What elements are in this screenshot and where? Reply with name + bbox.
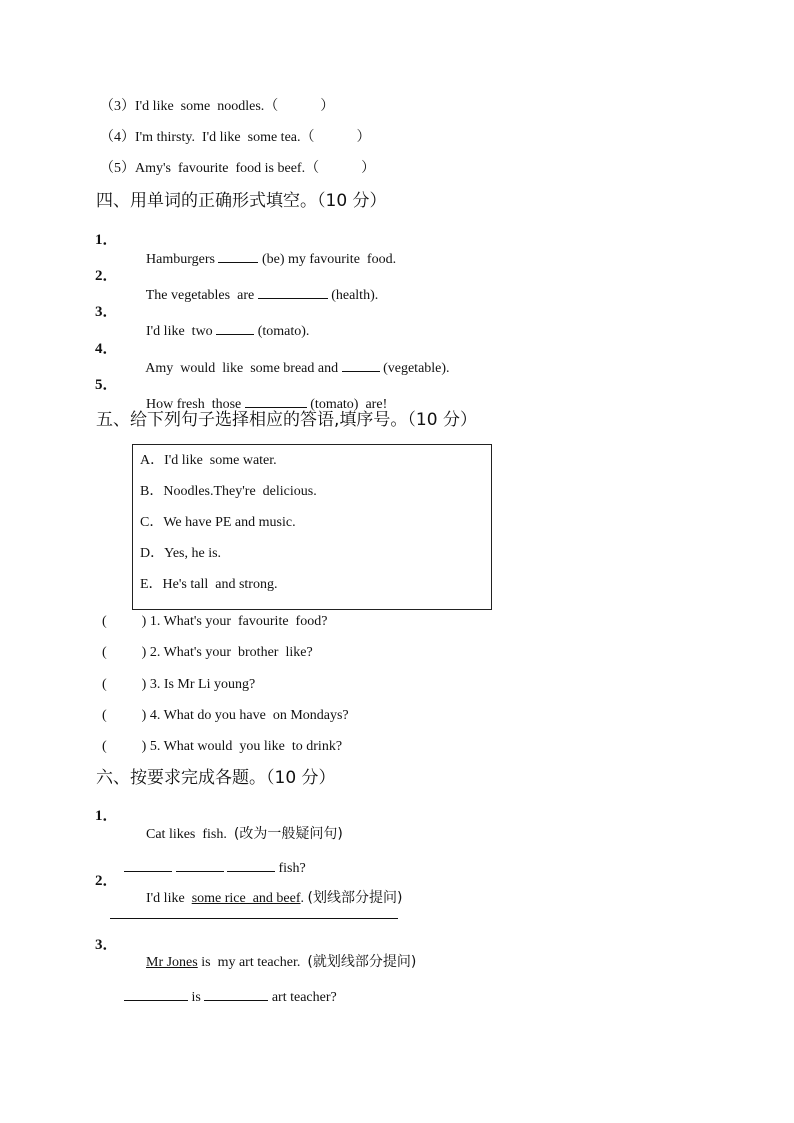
s4-item-1-blank[interactable] — [218, 249, 258, 263]
s4-item-4-before: Amy would like some bread and — [145, 361, 342, 376]
s4-item-3-before: I'd like two — [146, 324, 217, 339]
s4-item-1-before: Hamburgers — [146, 252, 219, 267]
s4-item-4-number: 4． — [95, 341, 118, 357]
s3-question-4: （4）I'm thirsty. I'd like some tea.（ ） — [100, 130, 371, 145]
s6-q1-answer-tail: fish? — [275, 861, 306, 876]
s4-item-2-blank[interactable] — [258, 285, 328, 299]
section-6-heading: 六、按要求完成各题。（10 分） — [96, 768, 336, 788]
s6-q1-blank-2[interactable] — [176, 858, 224, 872]
s6-q1-instruction: (改为一般疑问句) — [233, 826, 343, 842]
s6-q3-answer-mid: is — [188, 990, 205, 1005]
s4-item-2-after: (health). — [327, 288, 379, 303]
s6-q1-blank-3[interactable] — [227, 858, 275, 872]
s4-item-5-after: (tomato) are! — [306, 397, 388, 412]
s6-q2-instruction: (划线部分提问) — [307, 890, 403, 906]
s6-q3-underlined: Mr Jones — [146, 955, 198, 970]
s6-q1-text: Cat likes fish. — [146, 827, 234, 842]
s6-q3-number: 3． — [95, 937, 118, 953]
s3-question-3: （3）I'd like some noodles.（ ） — [100, 99, 335, 114]
s4-item-4-blank[interactable] — [342, 358, 380, 372]
s3-question-5: （5）Amy's favourite food is beef.（ ） — [100, 161, 376, 176]
option-b: B．Noodles.They're delicious. — [140, 484, 317, 499]
s4-item-3-number: 3． — [95, 304, 118, 320]
s5-question-4: ( ) 4. What do you have on Mondays? — [102, 708, 349, 723]
s4-item-3-after: (tomato). — [254, 324, 310, 339]
s6-q3-suffix: is my art teacher. — [197, 955, 308, 970]
option-a: A．I'd like some water. — [140, 453, 277, 468]
option-c: C．We have PE and music. — [140, 515, 296, 530]
s6-q2-answer-blank[interactable] — [110, 918, 398, 919]
s6-q1-number: 1． — [95, 808, 118, 824]
section-5-heading: 五、给下列句子选择相应的答语,填序号。（10 分） — [96, 410, 477, 430]
s4-item-2-before: The vegetables are — [145, 288, 258, 303]
s6-q2-number: 2． — [95, 873, 118, 889]
s4-item-1-number: 1． — [95, 232, 118, 248]
s6-q2-underlined: some rice and beef — [191, 891, 301, 906]
s6-q2-prefix: I'd like — [146, 891, 192, 906]
s4-item-5-before: How fresh those — [146, 397, 245, 412]
option-d: D．Yes, he is. — [140, 546, 222, 561]
s6-q1-blank-1[interactable] — [124, 858, 172, 872]
s5-question-5: ( ) 5. What would you like to drink? — [102, 739, 343, 754]
s4-item-4-after: (vegetable). — [379, 361, 450, 376]
s4-item-5-number: 5． — [95, 377, 118, 393]
s4-item-2-number: 2． — [95, 268, 118, 284]
s5-question-1: ( ) 1. What's your favourite food? — [102, 614, 328, 629]
s6-q3-answer-line — [110, 969, 337, 1025]
s4-item-5-blank[interactable] — [245, 394, 307, 408]
section-4-heading: 四、用单词的正确形式填空。（10 分） — [96, 191, 387, 211]
s4-item-1-after: (be) my favourite food. — [258, 252, 397, 267]
s6-q3-blank-2[interactable] — [204, 987, 268, 1001]
s5-question-3: ( ) 3. Is Mr Li young? — [102, 677, 256, 692]
s6-q3-answer-tail: art teacher? — [268, 990, 337, 1005]
s6-q3-blank-1[interactable] — [124, 987, 188, 1001]
s4-item-3-blank[interactable] — [216, 321, 254, 335]
option-e: E．He's tall and strong. — [140, 577, 278, 592]
s6-q3-instruction: (就划线部分提问) — [307, 954, 417, 970]
s6-q2-suffix: . — [300, 891, 308, 906]
s5-question-2: ( ) 2. What's your brother like? — [102, 645, 313, 660]
